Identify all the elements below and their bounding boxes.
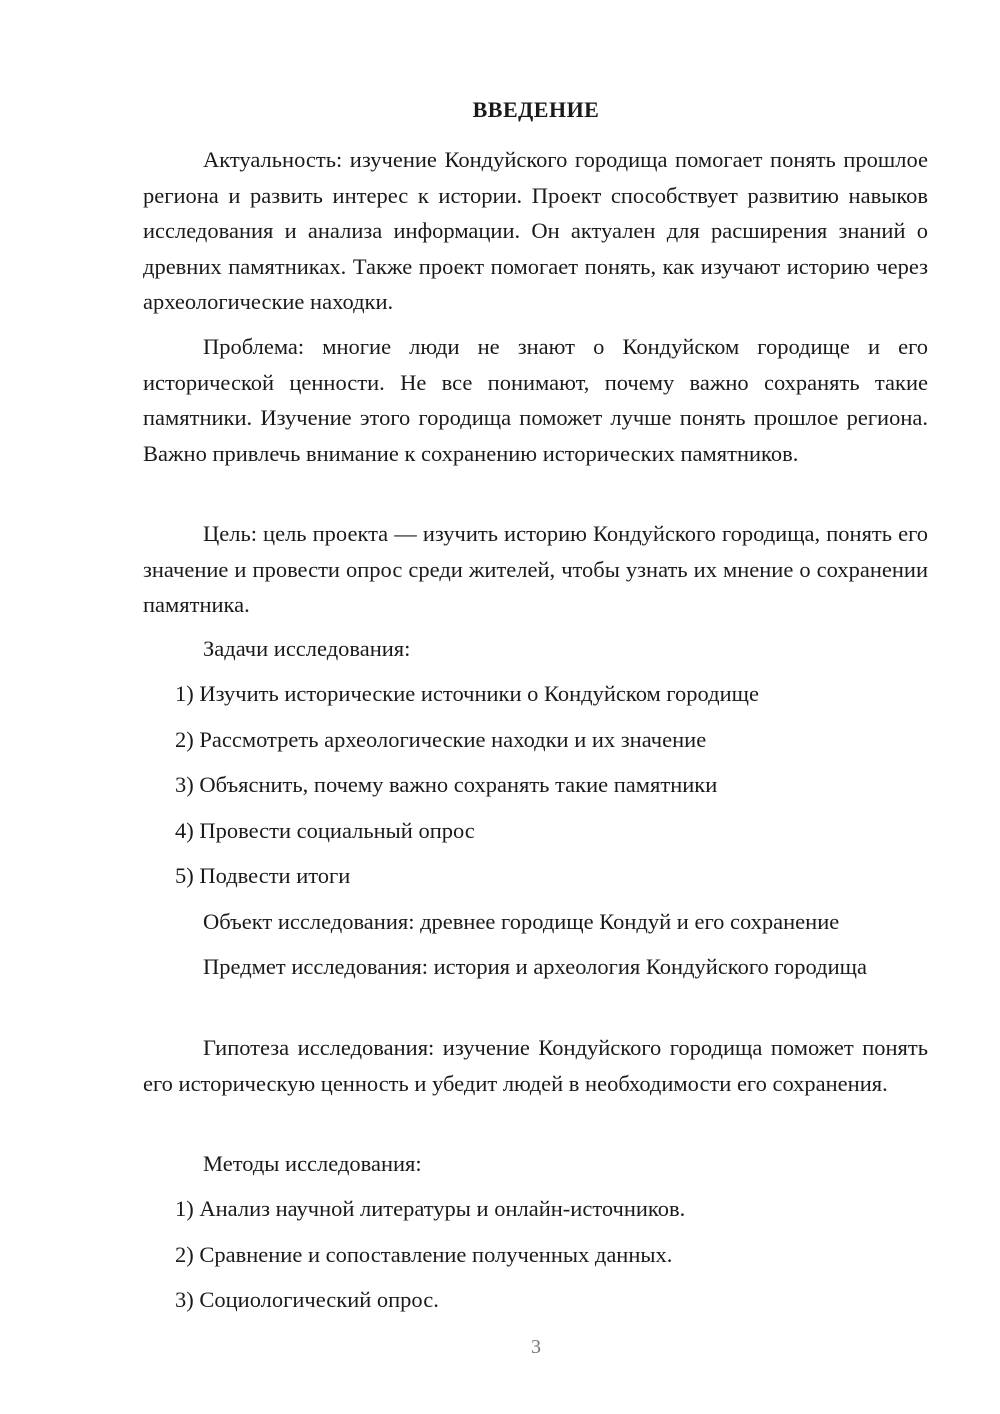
goal-paragraph: Цель: цель проекта — изучить историю Кондуйского городища, понять его значение и провести опрос среди жителей, чтобы узнать их мнение о сохранении памятника. <box>143 521 928 617</box>
hypothesis-paragraph: Гипотеза исследования: изучение Кондуйского городища поможет понять его историческую ценность и убедит людей в необходимости его сохранения. <box>143 1035 928 1096</box>
methods-heading: Методы исследования: <box>203 1151 422 1176</box>
method-item-3: 3) Социологический опрос. <box>175 1287 439 1312</box>
page-title: ВВЕДЕНИЕ <box>472 97 600 122</box>
task-item-3: 3) Объяснить, почему важно сохранять такие памятники <box>175 772 718 797</box>
task-item-2: 2) Рассмотреть археологические находки и их значение <box>175 727 707 752</box>
task-item-4: 4) Провести социальный опрос <box>175 818 475 843</box>
object-paragraph: Объект исследования: древнее городище Кондуй и его сохранение <box>203 909 840 934</box>
method-item-1: 1) Анализ научной литературы и онлайн-источников. <box>175 1196 686 1221</box>
task-item-5: 5) Подвести итоги <box>175 863 351 888</box>
problem-paragraph: Проблема: многие люди не знают о Кондуйском городище и его исторической ценности. Не все понимают, почему важно сохранять такие памятники. Изучение этого городища поможет лучше понять прошлое региона. Важно привлечь внимание к сохранению исторических памятников. <box>143 334 928 466</box>
page-number: 3 <box>531 1336 541 1358</box>
method-item-2: 2) Сравнение и сопоставление полученных данных. <box>175 1242 673 1267</box>
relevance-paragraph: Актуальность: изучение Кондуйского городища помогает понять прошлое региона и развить интерес к истории. Проект способствует развитию навыков исследования и анализа информации. Он актуален для расширения знаний о древних памятниках. Также проект помогает понять, как изучают историю через археологические находки. <box>143 147 928 314</box>
tasks-heading: Задачи исследования: <box>203 636 411 661</box>
task-item-1: 1) Изучить исторические источники о Кондуйском городище <box>175 681 759 706</box>
subject-paragraph: Предмет исследования: история и археология Кондуйского городища <box>203 954 867 979</box>
